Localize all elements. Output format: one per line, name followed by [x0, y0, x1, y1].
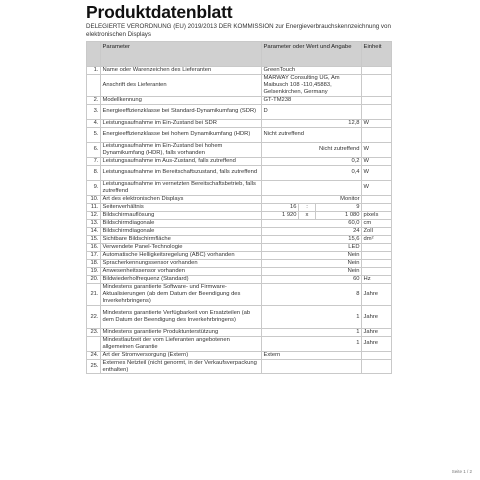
row-value: MARWAY Consulting UG, Am Maibusch 108 -110,45883, Gelsenkirchen, Germany: [262, 74, 362, 96]
row-value: [262, 180, 362, 195]
row-value: D: [262, 104, 362, 119]
row-value: Extern: [262, 351, 362, 359]
row-parameter: Mindestens garantierte Software- und Firmware-Aktualisierungen (ab dem Datum der Beendigung des Inverkehrbringens): [101, 283, 262, 306]
header-unit: Einheit: [362, 42, 392, 67]
row-unit: W: [362, 119, 392, 127]
row-unit: W: [362, 180, 392, 195]
row-number: 21.: [87, 283, 101, 306]
row-unit: cm: [362, 219, 392, 227]
regulation-subtitle: DELEGIERTE VERORDNUNG (EU) 2019/2013 DER KOMMISSION zur Energieverbrauchskennzeichnung von elektronischen Displays: [86, 23, 391, 38]
row-value-part: 1 920: [262, 211, 299, 219]
row-unit: [362, 259, 392, 267]
table-row: [87, 243, 392, 251]
table-row: [87, 157, 392, 165]
row-number: 13.: [87, 219, 101, 227]
row-number: 18.: [87, 259, 101, 267]
header-value: Parameter oder Wert und Angabe: [262, 42, 362, 67]
row-number: 14.: [87, 227, 101, 235]
row-unit: W: [362, 142, 392, 157]
row-unit: W: [362, 157, 392, 165]
row-parameter: Art des elektronischen Displays: [101, 195, 262, 203]
row-unit: dm²: [362, 235, 392, 243]
row-number: [87, 74, 101, 96]
row-parameter: Modellkennung: [101, 96, 262, 104]
row-parameter: Mindestens garantierte Produktunterstützung: [101, 328, 262, 336]
row-value: 1: [262, 328, 362, 336]
row-parameter: Verwendete Panel-Technologie: [101, 243, 262, 251]
row-parameter: Externes Netzteil (nicht genormt, in der Verkaufsverpackung enthalten): [101, 359, 262, 374]
row-value: 24: [262, 227, 362, 235]
row-number: 23.: [87, 328, 101, 336]
row-parameter: Energieeffizienzklasse bei hohem Dynamikumfang (HDR): [101, 127, 262, 142]
table-row: [87, 104, 392, 119]
row-number: 3.: [87, 104, 101, 119]
row-value: Nein: [262, 259, 362, 267]
row-parameter: Leistungsaufnahme im Ein-Zustand bei hohem Dynamikumfang (HDR), falls vorhanden: [101, 142, 262, 157]
table-row: [87, 283, 392, 306]
row-parameter: Bildwiederholfrequenz (Standard): [101, 275, 262, 283]
row-parameter: Mindestens garantierte Verfügbarkeit von Ersatzteilen (ab dem Datum der Beendigung des Inverkehrbringens): [101, 306, 262, 329]
row-number: 22.: [87, 306, 101, 329]
row-parameter: Automatische Helligkeitsregelung (ABC) vorhanden: [101, 251, 262, 259]
row-unit: Zoll: [362, 227, 392, 235]
row-unit: [362, 243, 392, 251]
table-row: [87, 227, 392, 235]
row-unit: pixels: [362, 211, 392, 219]
row-unit: Jahre: [362, 336, 392, 351]
row-number: 25.: [87, 359, 101, 374]
row-number: 17.: [87, 251, 101, 259]
row-value: 60: [262, 275, 362, 283]
table-row: [87, 328, 392, 336]
row-number: [87, 336, 101, 351]
table-row: [87, 96, 392, 104]
row-value-part: 1 080: [316, 211, 362, 219]
table-row: [87, 203, 392, 211]
header-parameter: Parameter: [101, 42, 262, 67]
row-unit: [362, 104, 392, 119]
table-row: [87, 127, 392, 142]
row-number: 20.: [87, 275, 101, 283]
row-unit: Hz: [362, 275, 392, 283]
table-row: [87, 165, 392, 180]
row-parameter: Name oder Warenzeichen des Lieferanten: [101, 67, 262, 75]
row-parameter: Leistungsaufnahme im Aus-Zustand, falls zutreffend: [101, 157, 262, 165]
table-row: [87, 306, 392, 329]
row-value: 1: [262, 306, 362, 329]
row-value-part: 16: [262, 203, 299, 211]
page-title: Produktdatenblatt: [86, 2, 233, 22]
row-parameter: Energieeffizienzklasse bei Standard-Dynamikumfang (SDR): [101, 104, 262, 119]
row-unit: Jahre: [362, 328, 392, 336]
row-value: Nicht zutreffend: [262, 127, 362, 142]
row-unit: W: [362, 165, 392, 180]
row-value: GreenTouch: [262, 67, 362, 75]
row-number: 11.: [87, 203, 101, 211]
row-parameter: Art der Stromversorgung (Extern): [101, 351, 262, 359]
row-parameter: Mindestlaufzeit der vom Lieferanten angebotenen allgemeinen Garantie: [101, 336, 262, 351]
table-row: [87, 259, 392, 267]
row-unit: [362, 203, 392, 211]
table-header-row: [87, 42, 392, 67]
row-value: 8: [262, 283, 362, 306]
row-value: Nein: [262, 267, 362, 275]
row-number: 15.: [87, 235, 101, 243]
table-row: [87, 235, 392, 243]
table-row: [87, 211, 392, 219]
row-unit: [362, 96, 392, 104]
row-number: 24.: [87, 351, 101, 359]
row-number: 5.: [87, 127, 101, 142]
row-number: 9.: [87, 180, 101, 195]
table-row: [87, 195, 392, 203]
table-row: [87, 251, 392, 259]
row-unit: [362, 74, 392, 96]
row-number: 6.: [87, 142, 101, 157]
row-unit: [362, 359, 392, 374]
row-number: 4.: [87, 119, 101, 127]
row-value-part: 9: [316, 203, 362, 211]
row-value: Monitor: [262, 195, 362, 203]
row-value: [262, 359, 362, 374]
header-number: [87, 42, 101, 67]
row-value-part: :: [299, 203, 316, 211]
row-unit: [362, 267, 392, 275]
row-number: 7.: [87, 157, 101, 165]
table-row: [87, 142, 392, 157]
row-unit: [362, 67, 392, 75]
row-value: 1: [262, 336, 362, 351]
table-row: [87, 359, 392, 374]
row-parameter: Seitenverhältnis: [101, 203, 262, 211]
table-row: [87, 74, 392, 96]
row-value: 12,8: [262, 119, 362, 127]
row-unit: [362, 127, 392, 142]
row-parameter: Bildschirmauflösung: [101, 211, 262, 219]
row-value: Nicht zutreffend: [262, 142, 362, 157]
product-data-table: [86, 41, 392, 374]
row-unit: [362, 351, 392, 359]
row-parameter: Leistungsaufnahme im Bereitschaftszustand, falls zutreffend: [101, 165, 262, 180]
row-number: 10.: [87, 195, 101, 203]
row-number: 16.: [87, 243, 101, 251]
row-value: 0,2: [262, 157, 362, 165]
row-number: 1.: [87, 67, 101, 75]
row-parameter: Sichtbare Bildschirmfläche: [101, 235, 262, 243]
table-row: [87, 275, 392, 283]
table-row: [87, 336, 392, 351]
table-row: [87, 67, 392, 75]
row-value: 15,6: [262, 235, 362, 243]
row-value: 0,4: [262, 165, 362, 180]
row-value: GT-TM238: [262, 96, 362, 104]
row-parameter: Leistungsaufnahme im vernetzten Bereitschaftsbetrieb, falls zutreffend: [101, 180, 262, 195]
table-row: [87, 119, 392, 127]
row-parameter: Leistungsaufnahme im Ein-Zustand bei SDR: [101, 119, 262, 127]
row-parameter: Spracherkennungssensor vorhanden: [101, 259, 262, 267]
table-row: [87, 180, 392, 195]
table-row: [87, 351, 392, 359]
row-value: LED: [262, 243, 362, 251]
row-number: 2.: [87, 96, 101, 104]
row-number: 8.: [87, 165, 101, 180]
row-value: Nein: [262, 251, 362, 259]
row-unit: [362, 195, 392, 203]
row-unit: Jahre: [362, 283, 392, 306]
row-parameter: Bildschirmdiagonale: [101, 227, 262, 235]
row-unit: Jahre: [362, 306, 392, 329]
row-number: 19.: [87, 267, 101, 275]
table-row: [87, 219, 392, 227]
row-number: 12.: [87, 211, 101, 219]
row-parameter: Anschrift des Lieferanten: [101, 74, 262, 96]
row-parameter: Anwesenheitssensor vorhanden: [101, 267, 262, 275]
row-parameter: Bildschirmdiagonale: [101, 219, 262, 227]
row-unit: [362, 251, 392, 259]
table-row: [87, 267, 392, 275]
row-value: 60,0: [262, 219, 362, 227]
row-value-part: x: [299, 211, 316, 219]
page-number: Seite 1 / 2: [451, 469, 472, 474]
